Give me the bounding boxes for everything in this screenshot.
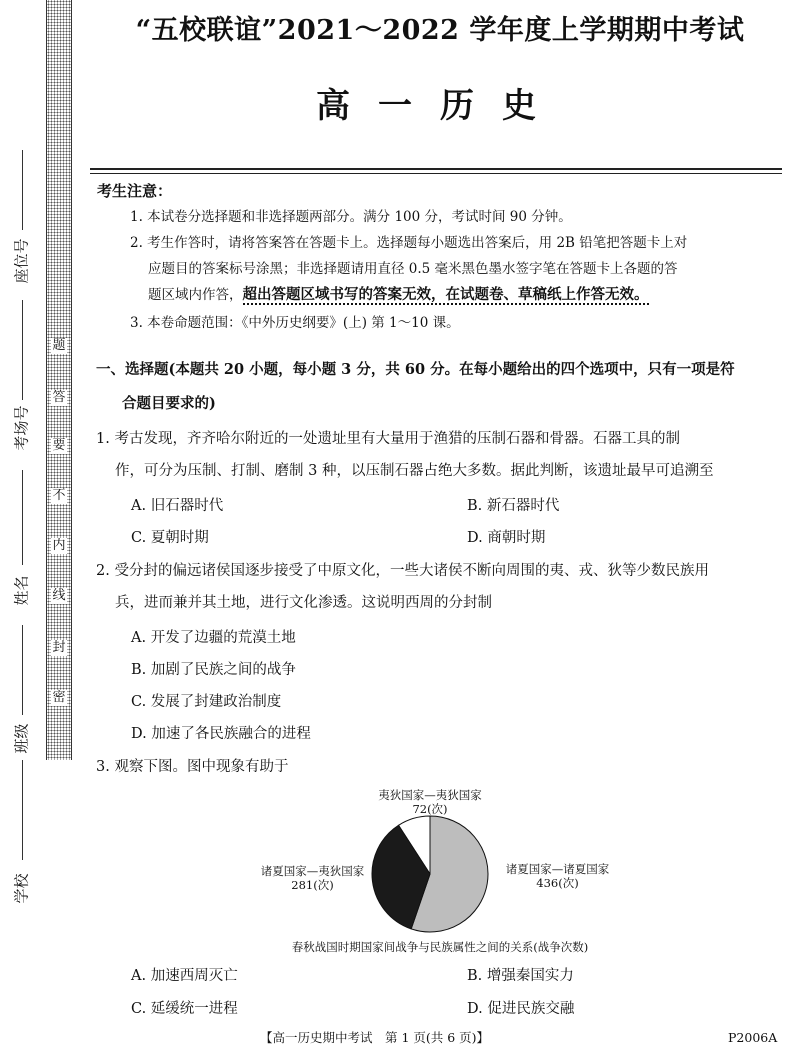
binding-warning-char: 要 bbox=[52, 438, 66, 453]
question-3-line-1: 3. 观察下图。图中现象有助于 bbox=[96, 759, 289, 775]
question-2-option-b[interactable]: B. 加剧了民族之间的战争 bbox=[131, 662, 296, 678]
name-label: 姓名 bbox=[12, 575, 31, 606]
exam-room-label: 考场号 bbox=[12, 405, 31, 451]
pie-label-barbarian-barbarian: 夷狄国家—夷狄国家 72(次) bbox=[378, 788, 482, 816]
pie-chart-caption: 春秋战国时期国家间战争与民族属性之间的关系(战争次数) bbox=[291, 940, 589, 954]
name-field[interactable] bbox=[22, 470, 23, 565]
binding-warning-char: 答 bbox=[52, 390, 66, 405]
question-1-line-2: 作，可分为压制、打制、磨制 3 种，以压制石器占绝大多数。据此判断，该遗址最早可追溯至 bbox=[115, 463, 714, 479]
binding-warning-char: 题 bbox=[52, 338, 66, 353]
question-3-option-c[interactable]: C. 延缓统一进程 bbox=[131, 1001, 238, 1017]
question-3-option-d[interactable]: D. 促进民族交融 bbox=[467, 1001, 575, 1017]
binding-warning-char: 封 bbox=[52, 640, 66, 655]
exam-room-field[interactable] bbox=[22, 300, 23, 400]
section-heading-line-2: 合题目要求的) bbox=[122, 395, 216, 412]
binding-warning-char: 线 bbox=[52, 588, 66, 603]
page-footer: 【高一历史期中考试 第 1 页(共 6 页)】 bbox=[260, 1030, 490, 1045]
notice-item-2-line-1: 2. 考生作答时，请将答案答在答题卡上。选择题每小题选出答案后，用 2B 铅笔把答题卡上对 bbox=[130, 235, 688, 251]
school-field[interactable] bbox=[22, 760, 23, 860]
question-1-option-a[interactable]: A. 旧石器时代 bbox=[131, 498, 224, 514]
notice-item-1: 1. 本试卷分选择题和非选择题两部分。满分 100 分，考试时间 90 分钟。 bbox=[130, 209, 572, 225]
notice-item-2-prefix: 题区域内作答， bbox=[148, 287, 243, 303]
war-relations-pie-chart bbox=[360, 812, 500, 936]
notice-item-2-line-3 bbox=[148, 282, 649, 308]
question-3-option-a[interactable]: A. 加速西周灭亡 bbox=[131, 968, 238, 984]
pie-label-xia-barbarian: 诸夏国家—夷狄国家 281(次) bbox=[260, 864, 365, 892]
paper-code: P2006A bbox=[728, 1030, 778, 1045]
school-label: 学校 bbox=[12, 873, 31, 904]
binding-warning-char: 内 bbox=[52, 538, 66, 553]
notice-item-3: 3. 本卷命题范围：《中外历史纲要》(上) 第 1～10 课。 bbox=[130, 315, 460, 331]
question-2-option-c[interactable]: C. 发展了封建政治制度 bbox=[131, 694, 282, 710]
binding-warning-char: 密 bbox=[52, 690, 66, 705]
question-1-option-b[interactable]: B. 新石器时代 bbox=[467, 498, 560, 514]
question-1-option-d[interactable]: D. 商朝时期 bbox=[467, 530, 546, 546]
subject-title: 高一历史 bbox=[316, 86, 564, 126]
question-3-option-b[interactable]: B. 增强秦国实力 bbox=[467, 968, 574, 984]
seat-number-field[interactable] bbox=[22, 150, 23, 230]
header-rule-thin bbox=[90, 173, 782, 174]
header-rule bbox=[90, 168, 782, 170]
notice-heading: 考生注意： bbox=[97, 182, 173, 200]
class-field[interactable] bbox=[22, 625, 23, 715]
question-1-option-c[interactable]: C. 夏朝时期 bbox=[131, 530, 209, 546]
pie-label-xia-xia: 诸夏国家—诸夏国家 436(次) bbox=[505, 862, 610, 890]
question-2-line-2: 兵，进而兼并其土地，进行文化渗透。这说明西周的分封制 bbox=[115, 595, 492, 611]
exam-title: “五校联谊”2021～2022 学年度上学期期中考试 bbox=[135, 15, 745, 46]
seat-number-label: 座位号 bbox=[12, 238, 31, 284]
section-heading-line-1: 一、选择题(本题共 20 小题，每小题 3 分，共 60 分。在每小题给出的四个选项中，只有一项是符 bbox=[96, 361, 735, 378]
question-2-line-1: 2. 受分封的偏远诸侯国逐步接受了中原文化，一些大诸侯不断向周围的夷、戎、狄等少数民族用 bbox=[96, 563, 709, 579]
question-1-line-1: 1. 考古发现，齐齐哈尔附近的一处遗址里有大量用于渔猎的压制石器和骨器。石器工具的制 bbox=[96, 431, 680, 447]
notice-emphasis: 超出答题区域书写的答案无效，在试题卷、草稿纸上作答无效。 bbox=[242, 286, 649, 303]
question-2-option-d[interactable]: D. 加速了各民族融合的进程 bbox=[131, 726, 311, 742]
binding-warning-char: 不 bbox=[52, 488, 66, 503]
class-label: 班级 bbox=[12, 723, 31, 754]
notice-item-2-line-2: 应题目的答案标号涂黑；非选择题请用直径 0.5 毫米黑色墨水签字笔在答题卡上各题的答 bbox=[148, 261, 678, 277]
question-2-option-a[interactable]: A. 开发了边疆的荒漠土地 bbox=[131, 630, 296, 646]
